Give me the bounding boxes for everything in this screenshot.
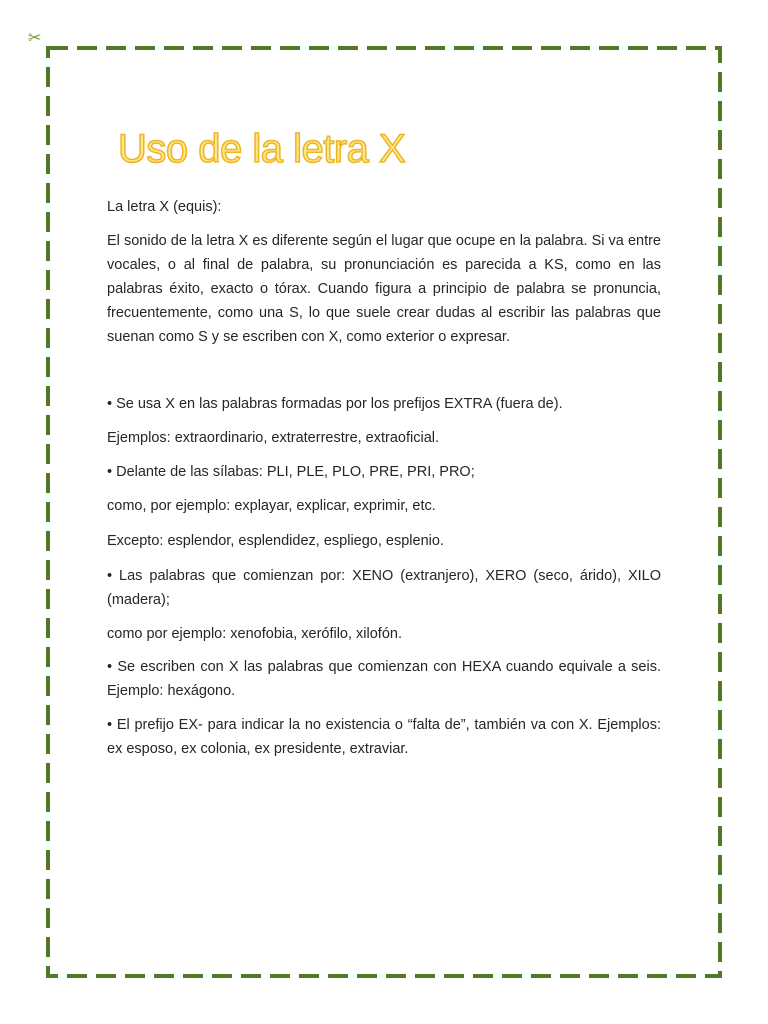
rule-xeno-xero-xilo: • Las palabras que comienzan por: XENO (extranjero), XERO (seco, árido), XILO (madera); — [107, 568, 661, 608]
scissors-icon: ✂ — [28, 28, 42, 47]
intro-paragraph: El sonido de la letra X es diferente según el lugar que ocupe en la palabra. Si va entre vocales, o al final de palabra, su pronunciación es parecida a KS, como en las palabras éxito, exacto o tórax. Cuando figura a principio de palabra se pronuncia, frecuentemente, como una S, lo que suele crear dudas al escribir las palabras que suenan como S y se escriben con X, como exterior o expresar. — [107, 233, 661, 345]
page-title: Uso de la letra X — [118, 126, 406, 171]
rule-hexa: • Se escriben con X las palabras que comienzan con HEXA cuando equivale a seis. Ejemplo: hexágono. — [107, 659, 661, 699]
rule-ex-prefix: • El prefijo EX- para indicar la no existencia o “falta de”, también va con X. Ejemplos: ex esposo, ex colonia, ex presidente, extraviar. — [107, 717, 661, 757]
rule-syllables: • Delante de las sílabas: PLI, PLE, PLO, PRE, PRI, PRO; — [107, 464, 475, 480]
rule-extra: • Se usa X en las palabras formadas por los prefijos EXTRA (fuera de). — [107, 396, 563, 412]
rule-syllables-exceptions: Excepto: esplendor, esplendidez, espliego, esplenio. — [107, 533, 444, 549]
rule-extra-examples: Ejemplos: extraordinario, extraterrestre, extraoficial. — [107, 430, 440, 446]
rule-xeno-examples: como por ejemplo: xenofobia, xerófilo, xilofón. — [107, 626, 402, 642]
rule-syllables-examples: como, por ejemplo: explayar, explicar, exprimir, etc. — [107, 498, 436, 514]
intro-label: La letra X (equis): — [107, 199, 222, 215]
